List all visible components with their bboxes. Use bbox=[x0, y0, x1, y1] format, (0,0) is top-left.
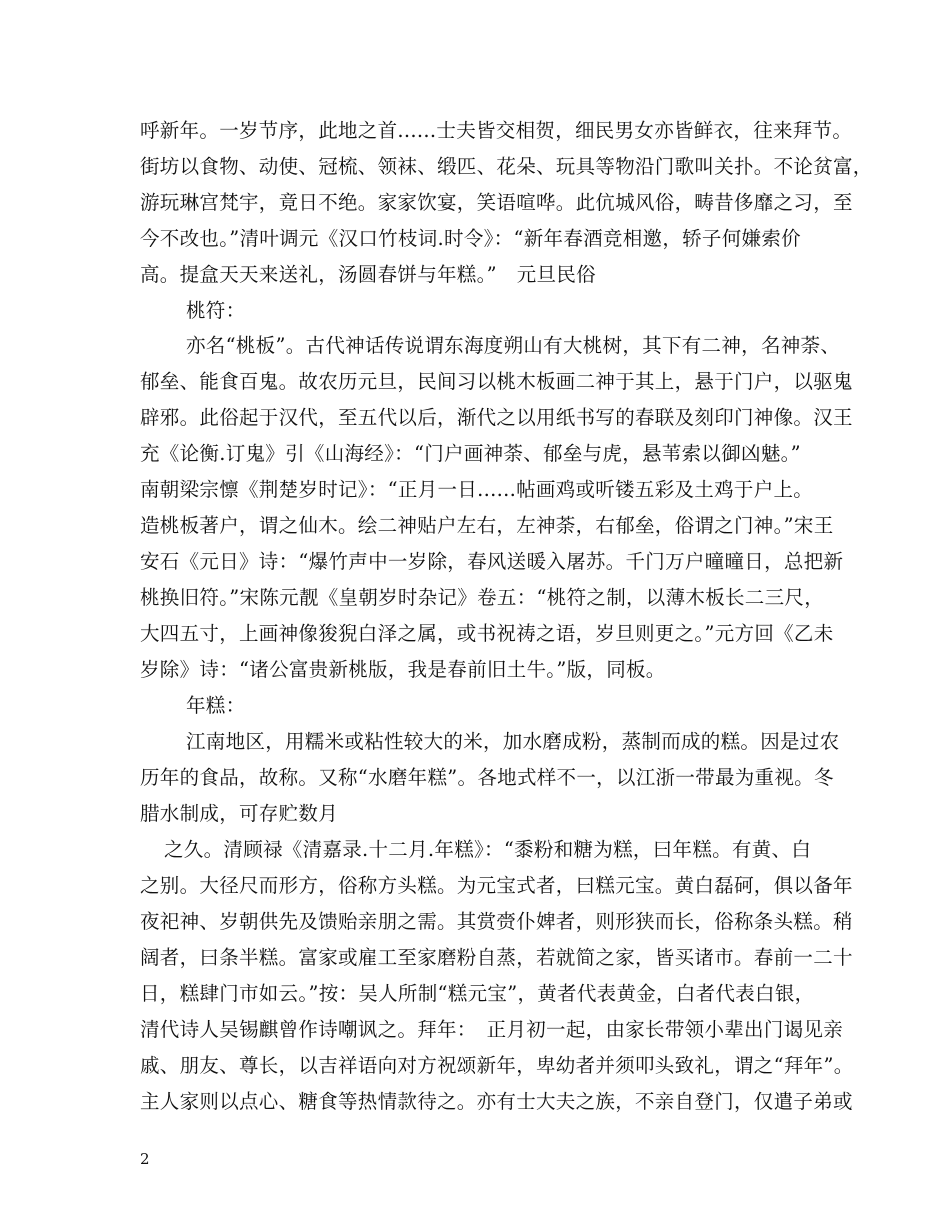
text-line: 辟邪。此俗起于汉代，至五代以后，渐代之以用纸书写的春联及刻印门神像。汉王 bbox=[140, 406, 853, 429]
text-line: 清代诗人吴锡麒曾作诗嘲讽之。拜年： 正月初一起，由家长带领小辈出门谒见亲 bbox=[140, 1018, 844, 1041]
text-line: 戚、朋友、尊长，以吉祥语向对方祝颂新年，卑幼者并须叩头致礼，谓之“拜年”。 bbox=[140, 1054, 854, 1077]
text-line: 造桃板著户，谓之仙木。绘二神贴户左右，左神荼，右郁垒，俗谓之门神。”宋王 bbox=[140, 514, 834, 537]
text-line: 南朝梁宗懔《荆楚岁时记》：“正月一日......帖画鸡或听镂五彩及土鸡于户上。 bbox=[140, 478, 814, 501]
text-line: 阔者，曰条半糕。富家或雇工至家磨粉自蒸，若就简之家，皆买诸市。春前一二十 bbox=[140, 946, 853, 969]
text-line: 桃符： bbox=[186, 299, 246, 322]
text-line: 今不改也。”清叶调元《汉口竹枝词.时令》：“新年春酒竞相邀，轿子何嫌索价 bbox=[140, 227, 801, 250]
text-line: 腊水制成，可存贮数月 bbox=[140, 802, 339, 825]
text-line: 夜祀神、岁朝供先及馈贻亲朋之需。其赏赍仆婢者，则形狭而长，俗称条头糕。稍 bbox=[140, 910, 853, 933]
text-line: 江南地区，用糯米或粘性较大的米，加水磨成粉，蒸制而成的糕。因是过农 bbox=[186, 730, 840, 753]
text-line: 安石《元日》诗：“爆竹声中一岁除，春风送暖入屠苏。千门万户曈曈日，总把新 bbox=[140, 550, 844, 573]
text-line: 年糕： bbox=[186, 694, 246, 717]
text-line: 呼新年。一岁节序，此地之首......士夫皆交相贺，细民男女亦皆鲜衣，往来拜节。 bbox=[140, 119, 853, 142]
text-line: 大四五寸，上画神像狻猊白泽之属，或书祝祷之语，岁旦则更之。”元方回《乙未 bbox=[140, 622, 834, 645]
text-line: 之久。清顾禄《清嘉录.十二月.年糕》：“黍粉和糖为糕，曰年糕。有黄、白 bbox=[164, 838, 812, 861]
text-line: 日，糕肆门市如云。”按：吴人所制“糕元宝”，黄者代表黄金，白者代表白银， bbox=[140, 982, 815, 1005]
text-line: 街坊以食物、动使、冠梳、领袜、缎匹、花朵、玩具等物沿门歌叫关扑。不论贫富， bbox=[140, 155, 873, 178]
text-line: 之别。大径尺而形方，俗称方头糕。为元宝式者，曰糕元宝。黄白磊砢，俱以备年 bbox=[140, 874, 853, 897]
text-line: 亦名“桃板”。古代神话传说谓东海度朔山有大桃树，其下有二神，名神荼、 bbox=[186, 334, 841, 357]
text-line: 桃换旧符。”宋陈元靓《皇朝岁时杂记》卷五：“桃符之制，以薄木板长二三尺， bbox=[140, 586, 824, 609]
text-line: 岁除》诗：“诸公富贵新桃版，我是春前旧土牛。”版，同板。 bbox=[140, 658, 666, 681]
text-line: 主人家则以点心、糖食等热情款待之。亦有士大夫之族，不亲自登门，仅遣子弟或 bbox=[140, 1090, 853, 1113]
text-line: 历年的食品，故称。又称“水磨年糕”。各地式样不一，以江浙一带最为重视。冬 bbox=[140, 766, 834, 789]
text-line: 郁垒、能食百鬼。故农历元旦，民间习以桃木板画二神于其上，悬于门户，以驱鬼 bbox=[140, 370, 853, 393]
text-line: 高。提盒天天来送礼，汤圆春饼与年糕。” 元旦民俗 bbox=[140, 263, 596, 286]
page-number: 2 bbox=[140, 1150, 150, 1168]
text-line: 充《论衡.订鬼》引《山海经》：“门户画神荼、郁垒与虎，悬苇索以御凶魅。” bbox=[140, 442, 801, 465]
text-line: 游玩琳宫梵宇，竟日不绝。家家饮宴，笑语喧哗。此伉城风俗，畴昔侈靡之习，至 bbox=[140, 191, 853, 214]
